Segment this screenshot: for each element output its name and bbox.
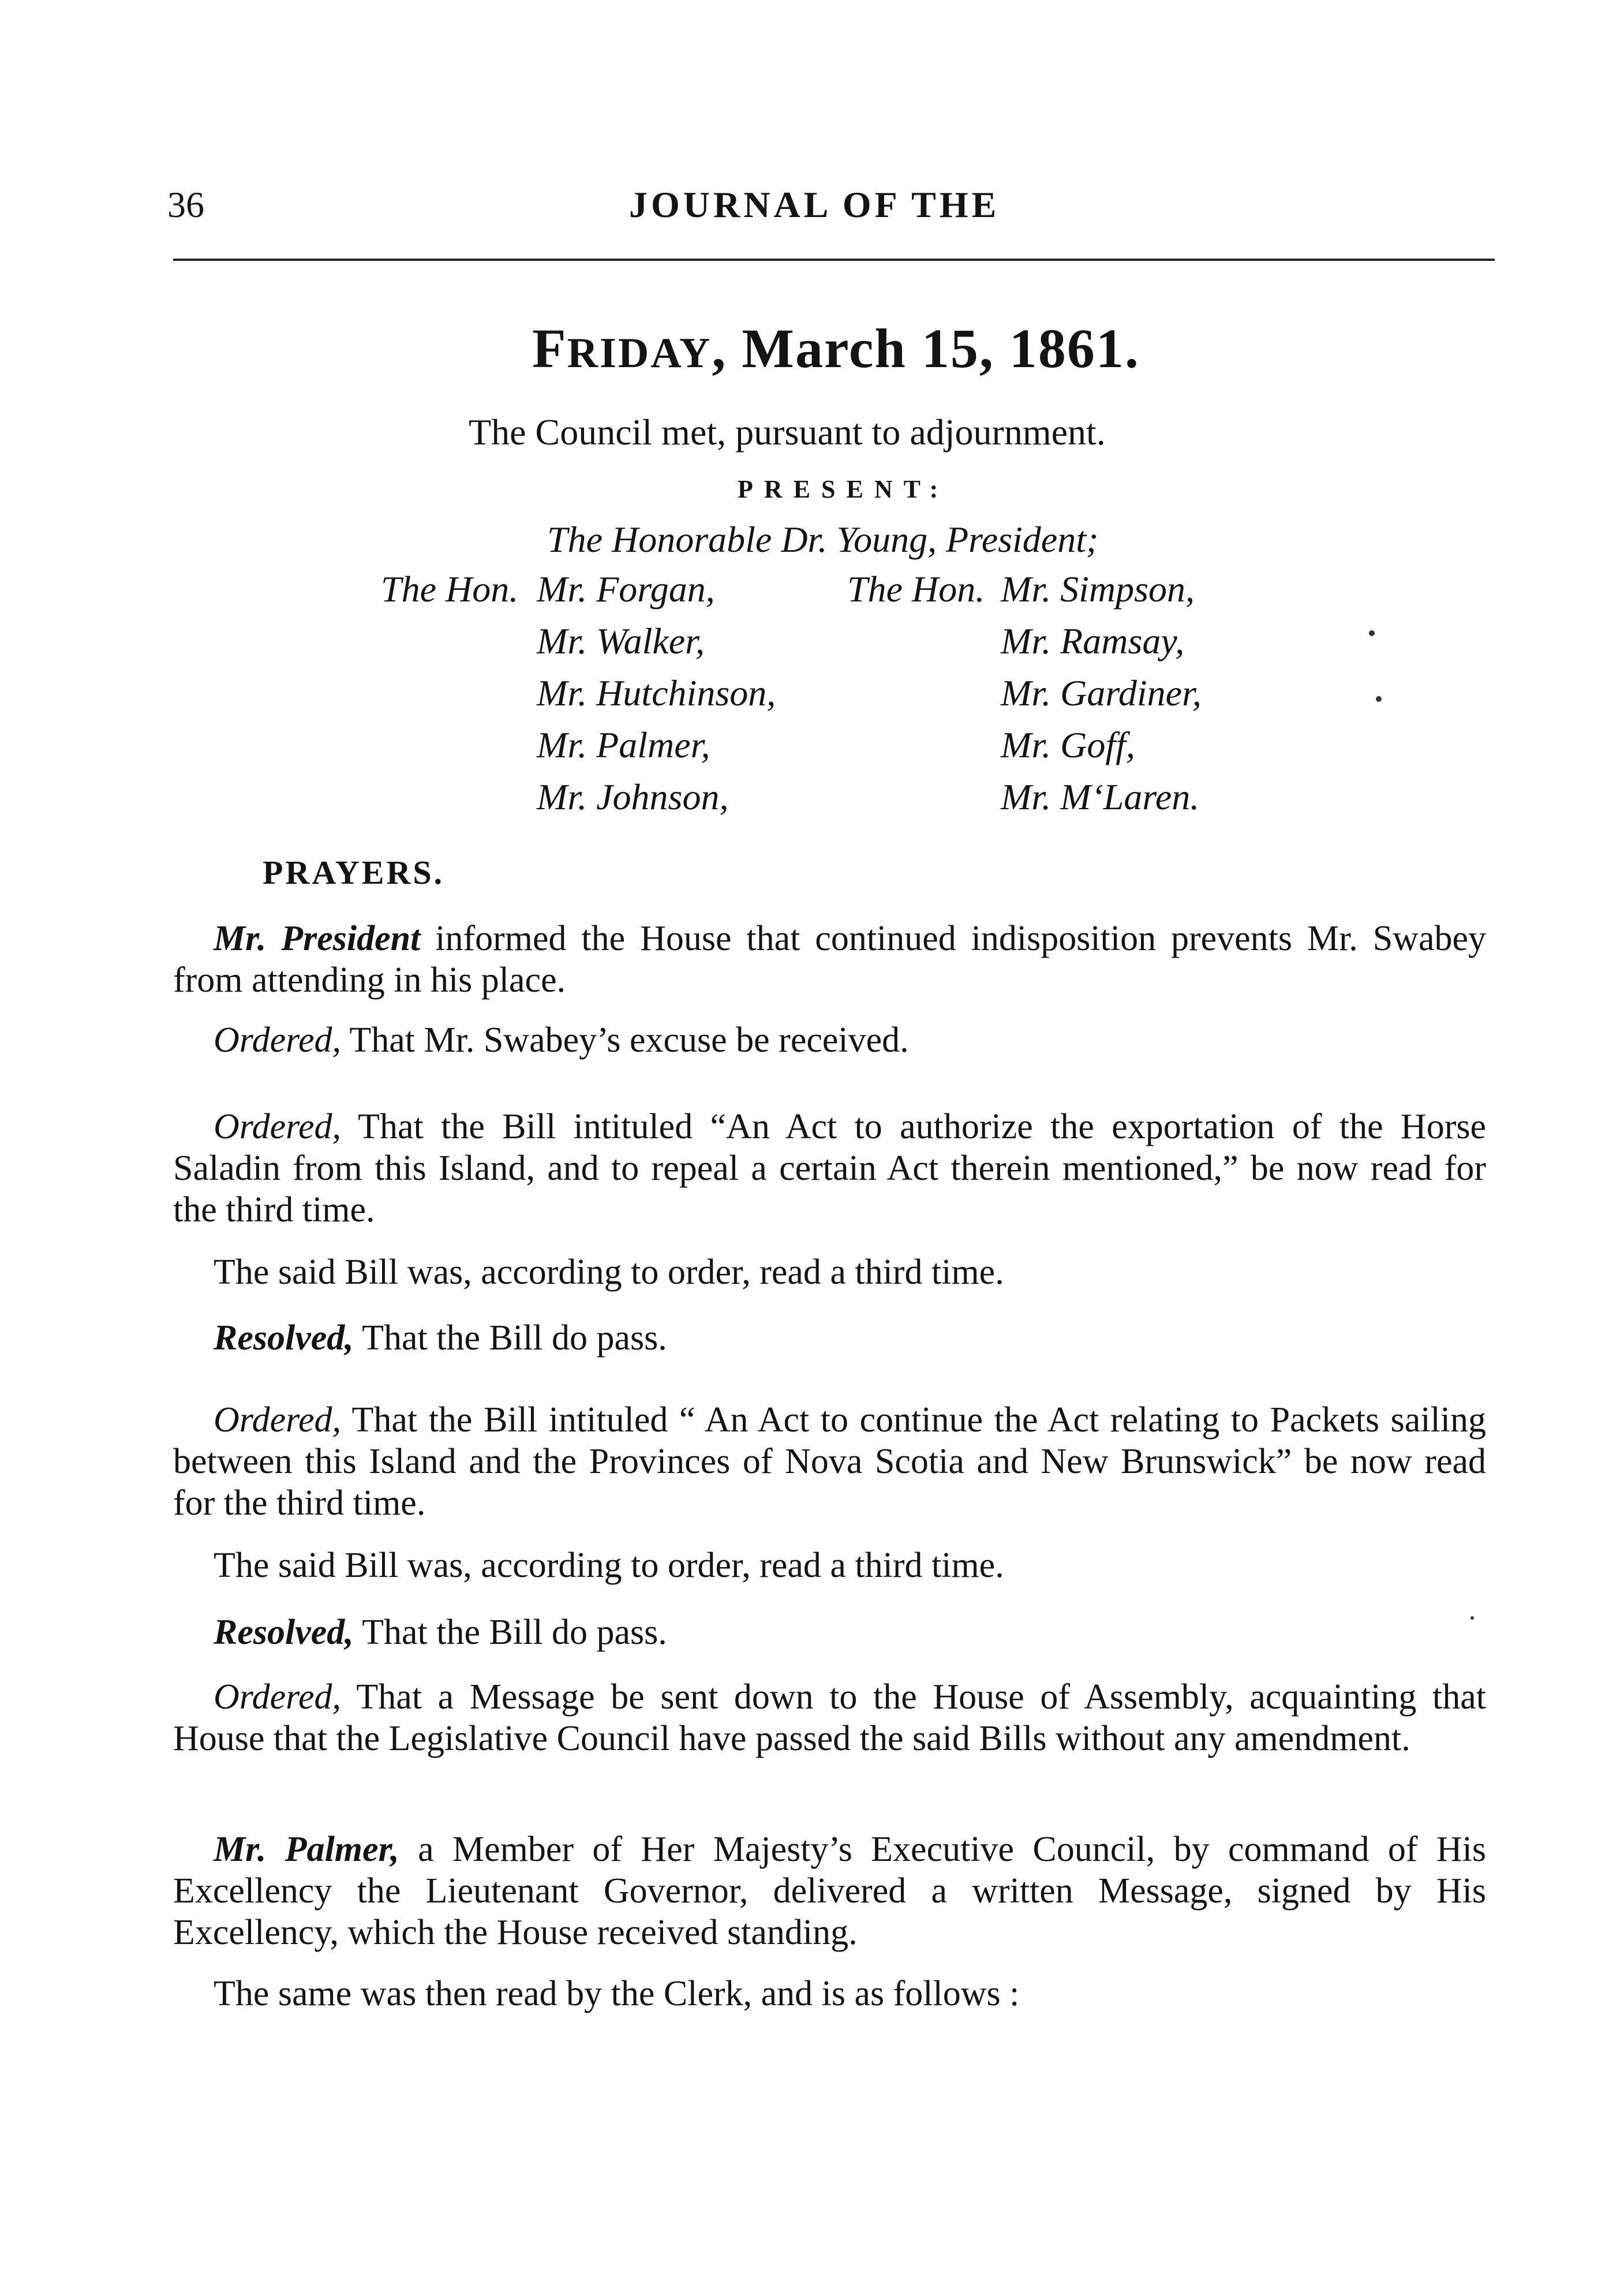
left-column-prefix: The Hon. bbox=[381, 569, 519, 610]
president-line: The Honorable Dr. Young, President; bbox=[547, 519, 1099, 560]
paragraph-text: That the Bill intituled “ An Act to continue the Act relating to Packets sailing between this Island and the Provinces of Nova Scotia and New Brunswick” be now read for the third time. bbox=[173, 1400, 1486, 1523]
prayers-heading: PRAYERS. bbox=[263, 854, 445, 891]
member-left: Mr. Forgan, bbox=[537, 569, 715, 610]
paragraph-text: informed the House that continued indisposition prevents Mr. Swabey from attending in his place. bbox=[173, 919, 1486, 1000]
paragraph-text: That the Bill intituled “An Act to authorize the exportation of the Horse Saladin from this Island, and to repeal a certain Act therein mentioned,” be now read for the third time. bbox=[173, 1107, 1486, 1229]
paragraph-lead: Mr. Palmer, bbox=[214, 1830, 399, 1869]
paragraph bbox=[173, 1676, 1486, 1759]
paragraph-text: The said Bill was, according to order, read a third time. bbox=[214, 1546, 1004, 1585]
paragraph bbox=[173, 1973, 1486, 2014]
paragraph-lead: Mr. President bbox=[214, 919, 421, 958]
member-right: Mr. Goff, bbox=[1001, 724, 1135, 765]
paragraph-lead: Resolved, bbox=[214, 1318, 354, 1358]
paragraph bbox=[173, 1612, 1486, 1653]
paragraph bbox=[173, 918, 1486, 1001]
paragraph bbox=[173, 1019, 1486, 1061]
paragraph bbox=[173, 1545, 1486, 1586]
paragraph-text: That the Bill do pass. bbox=[353, 1318, 667, 1358]
date-day-rest: RIDAY bbox=[567, 330, 712, 377]
paragraph-text: a Member of Her Majesty’s Executive Council, by command of His Excellency the Lieutenant Governor, delivered a written Message, signed by His Excellency, which the House received standing. bbox=[173, 1830, 1486, 1952]
member-right: Mr. Simpson, bbox=[1001, 569, 1195, 610]
member-left: Mr. Palmer, bbox=[537, 724, 710, 765]
date-heading bbox=[532, 316, 1140, 380]
date-rest: , March 15, 1861. bbox=[712, 317, 1140, 379]
member-right: Mr. Gardiner, bbox=[1001, 672, 1202, 713]
header-rule bbox=[173, 259, 1495, 261]
paragraph-text: The said Bill was, according to order, read a third time. bbox=[214, 1253, 1004, 1292]
paragraph-text: The same was then read by the Clerk, and is as follows : bbox=[214, 1974, 1020, 2013]
paragraph-lead: Ordered, bbox=[214, 1400, 341, 1440]
paragraph bbox=[173, 1106, 1486, 1231]
paragraph bbox=[173, 1251, 1486, 1293]
member-left: Mr. Walker, bbox=[537, 620, 705, 661]
print-speck bbox=[1369, 630, 1375, 636]
member-right: Mr. M‘Laren. bbox=[1001, 776, 1200, 817]
member-left: Mr. Hutchinson, bbox=[537, 672, 776, 713]
paragraph-text: That a Message be sent down to the House of Assembly, acquainting that House that the Legislative Council have passed the said Bills without any amendment. bbox=[173, 1677, 1486, 1758]
paragraph-lead: Ordered, bbox=[214, 1677, 341, 1717]
print-speck bbox=[1470, 1616, 1474, 1620]
running-title: JOURNAL OF THE bbox=[629, 184, 1000, 225]
paragraph-text: That Mr. Swabey’s excuse be received. bbox=[340, 1021, 909, 1060]
paragraph-lead: Ordered, bbox=[214, 1021, 341, 1060]
right-column-prefix: The Hon. bbox=[847, 569, 985, 610]
date-day-initial: F bbox=[532, 317, 567, 379]
paragraph-text: That the Bill do pass. bbox=[353, 1613, 667, 1652]
paragraph-lead: Resolved, bbox=[214, 1613, 354, 1652]
paragraph bbox=[173, 1399, 1486, 1524]
paragraph bbox=[173, 1829, 1486, 1953]
print-speck bbox=[1376, 696, 1382, 702]
page-number: 36 bbox=[167, 184, 204, 225]
paragraph bbox=[173, 1317, 1486, 1359]
member-right: Mr. Ramsay, bbox=[1001, 620, 1185, 661]
member-left: Mr. Johnson, bbox=[537, 776, 729, 817]
present-label: PRESENT: bbox=[738, 475, 949, 503]
meeting-line: The Council met, pursuant to adjournment. bbox=[469, 412, 1106, 453]
paragraph-lead: Ordered, bbox=[214, 1107, 341, 1146]
